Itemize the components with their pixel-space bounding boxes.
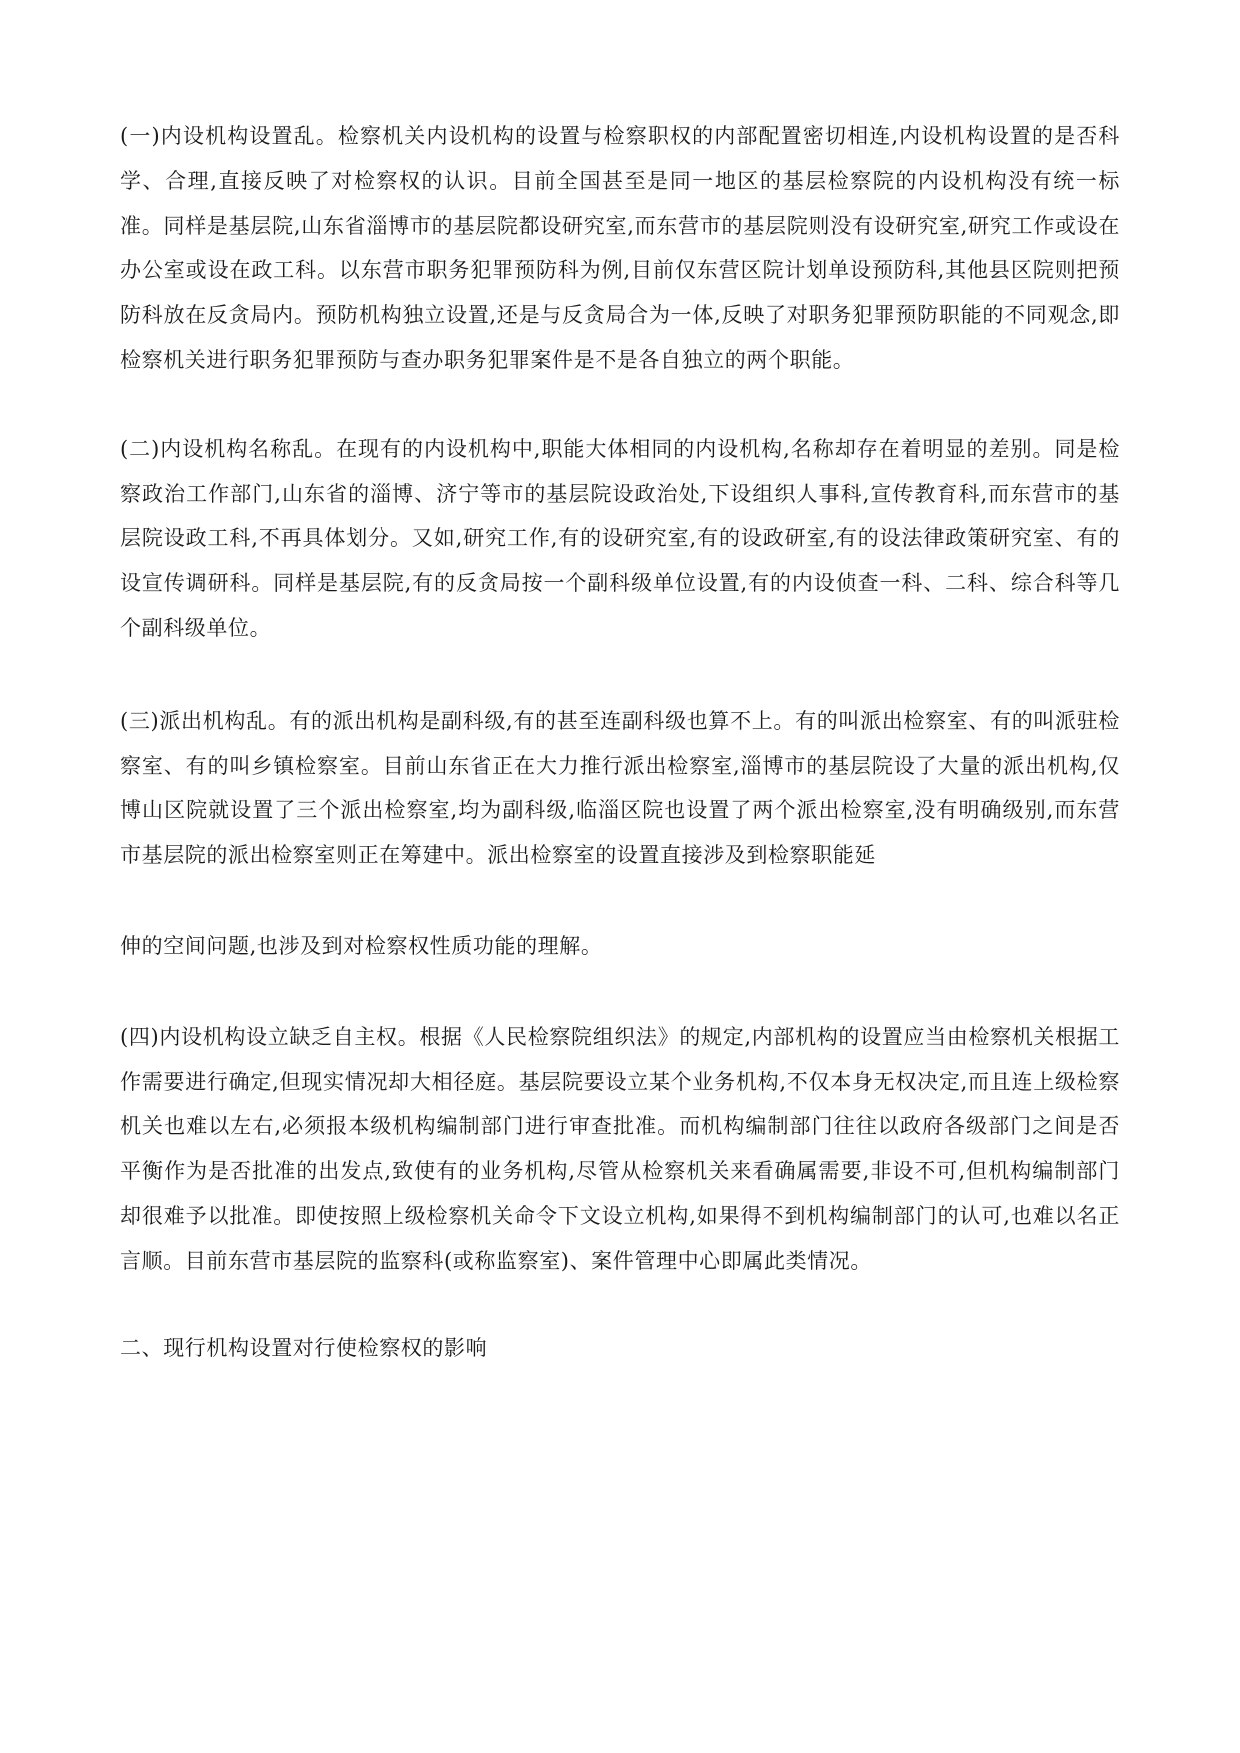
paragraph-internal-structure-chaos: (一)内设机构设置乱。检察机关内设机构的设置与检察职权的内部配置密切相连,内设机构设置的是否科学、合理,直接反映了对检察权的认识。目前全国甚至是同一地区的基层检察院的内设机构没有统一标准。同样是基层院,山东省淄博市的基层院都设研究室,而东营市的基层院则没有设研究室,研究工作或设在办公室或设在政工科。以东营市职务犯罪预防科为例,目前仅东营区院计划单设预防科,其他县区院则把预防科放在反贪局内。预防机构独立设置,还是与反贪局合为一体,反映了对职务犯罪预防职能的不同观念,即检察机关进行职务犯罪预防与查办职务犯罪案件是不是各自独立的两个职能。 [120, 124, 1120, 372]
section-heading: 二、现行机构设置对行使检察权的影响 [120, 1335, 488, 1360]
paragraph-lack-of-autonomy: (四)内设机构设立缺乏自主权。根据《人民检察院组织法》的规定,内部机构的设置应当由检察机关根据工作需要进行确定,但现实情况却大相径庭。基层院要设立某个业务机构,不仅本身无权决定,而且连上级检察机关也难以左右,必须报本级机构编制部门进行审查批准。而机构编制部门往往以政府各级部门之间是否平衡作为是否批准的出发点,致使有的业务机构,尽管从检察机关来看确属需要,非设不可,但机构编制部门却很难予以批准。即使按照上级检察机关命令下文设立机构,如果得不到机构编制部门的认可,也难以名正言顺。目前东营市基层院的监察科(或称监察室)、案件管理中心即属此类情况。 [120, 1024, 1120, 1273]
paragraph-dispatched-agencies-chaos: (三)派出机构乱。有的派出机构是副科级,有的甚至连副科级也算不上。有的叫派出检察室、有的叫派驻检察室、有的叫乡镇检察室。目前山东省正在大力推行派出检察室,淄博市的基层院设了大量的派出机构,仅博山区院就设置了三个派出检察室,均为副科级,临淄区院也设置了两个派出检察室,没有明确级别,而东营市基层院的派出检察室则正在筹建中。派出检察室的设置直接涉及到检察职能延 [120, 708, 1120, 868]
document-body [120, 114, 1120, 1370]
paragraph-continuation: 伸的空间问题,也涉及到对检察权性质功能的理解。 [120, 933, 603, 958]
paragraph-internal-names-chaos: (二)内设机构名称乱。在现有的内设机构中,职能大体相同的内设机构,名称却存在着明显的差别。同是检察政治工作部门,山东省的淄博、济宁等市的基层院设政治处,下设组织人事科,宣传教育科,而东营市的基层院设政工科,不再具体划分。又如,研究工作,有的设研究室,有的设政研室,有的设法律政策研究室、有的设宣传调研科。同样是基层院,有的反贪局按一个副科级单位设置,有的内设侦查一科、二科、综合科等几个副科级单位。 [120, 436, 1120, 640]
